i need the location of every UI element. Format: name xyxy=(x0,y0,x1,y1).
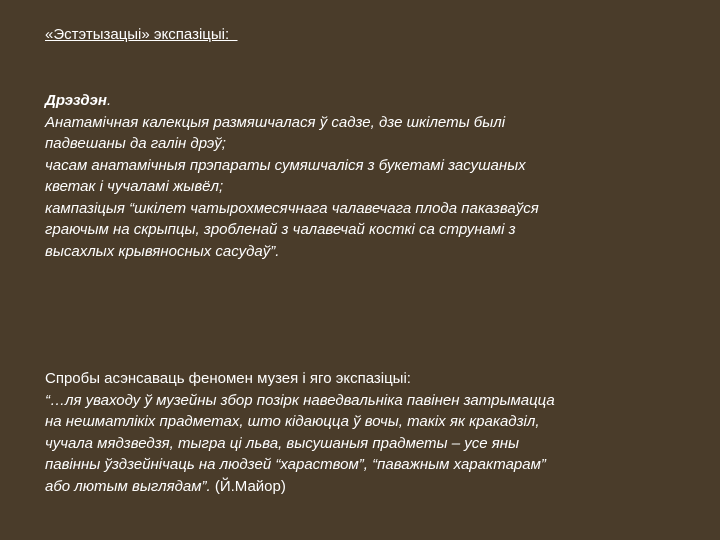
dresden-line: кампазіцыя “шкілет чатырохмесячнага чалавечага плода паказваўся xyxy=(45,199,539,217)
quote-line: чучала мядзведзя, тыгра ці льва, высушаныя прадметы – усе яны xyxy=(45,434,520,452)
dresden-line: Анатамічная калекцыя размяшчалася ў садзе, дзе шкілеты былі xyxy=(45,113,506,131)
slide-heading: «Эстэтызацыі» экспазіцыі: xyxy=(45,26,238,43)
quote-line: на нешматлікіх прадметах, што кідаюцца ў вочы, такіх як кракадзіл, xyxy=(45,413,540,430)
dresden-line: кветак і чучаламі жывёл; xyxy=(45,178,224,195)
dresden-title-line xyxy=(45,90,685,112)
dresden-line: граючым на скрыпцы, зробленай з чалавечай косткі са струнамі з xyxy=(45,221,516,238)
dresden-block xyxy=(45,90,685,262)
dresden-title-suffix: . xyxy=(106,92,112,109)
dresden-line: часам анатамічныя прэпараты сумяшчаліся з букетамі засушаных xyxy=(45,156,526,174)
dresden-line: падвешаны да галін дрэў; xyxy=(45,135,226,152)
dresden-line: высахлых крывяносных сасудаў”. xyxy=(45,242,280,260)
quote-last-line xyxy=(45,476,685,498)
quote-attribution: (Й.Майор) xyxy=(210,477,286,495)
dresden-title: Дрэздэн xyxy=(45,92,107,109)
attempts-block xyxy=(45,368,685,497)
attempts-intro: Спробы асэнсаваць феномен музея і яго экспазіцыі: xyxy=(45,370,411,387)
quote-line: павінны ўздзейнічаць на людзей “хараством”, “паважным характарам” xyxy=(45,456,546,473)
quote-line: “…ля уваходу ў музейны збор позірк наведвальніка павінен затрымацца xyxy=(45,391,555,409)
quote-line: або лютым выглядам”. xyxy=(45,477,211,495)
